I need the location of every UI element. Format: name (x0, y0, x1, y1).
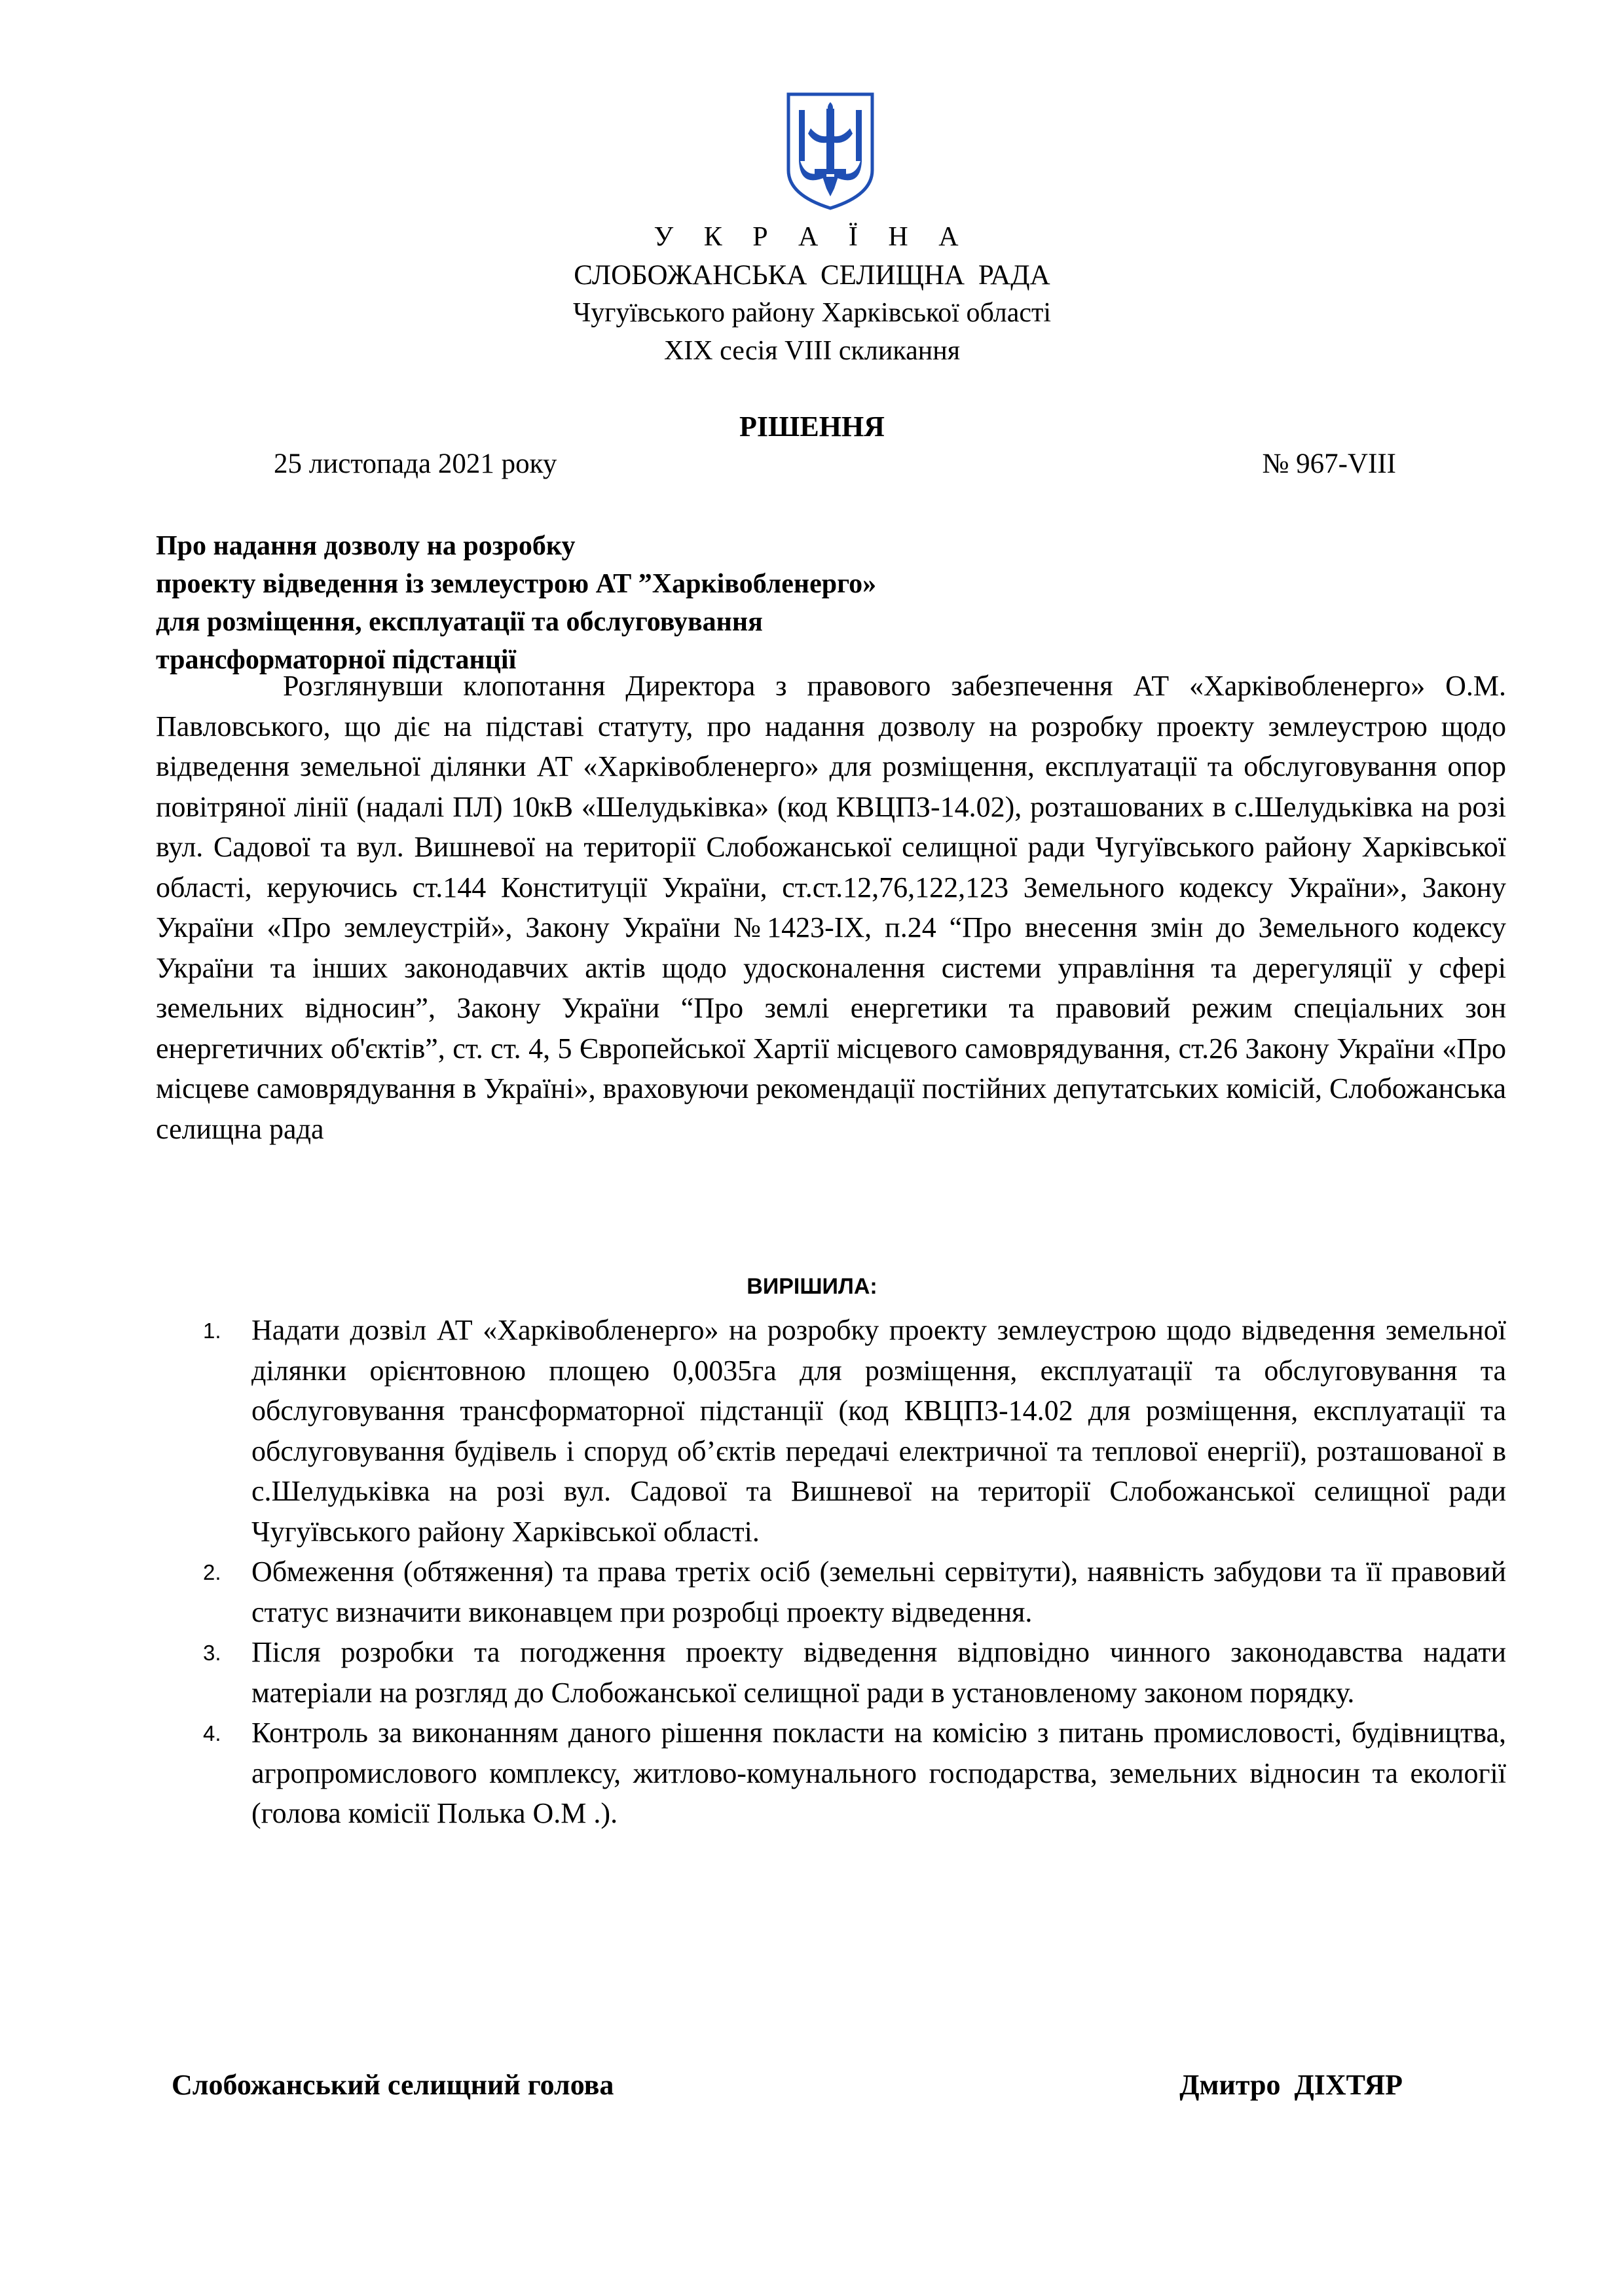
country-heading: У К Р А Ї Н А (654, 222, 970, 252)
district-heading: Чугуївського району Харківської області (572, 298, 1052, 328)
decision-subject (156, 527, 1269, 679)
decision-date: 25 листопада 2021 року (274, 448, 557, 479)
item-number: 3. (203, 1641, 221, 1665)
item-text: Надати дозвіл АТ «Харківобленерго» на розробку проекту землеустрою щодо відведення земельної ділянки орієнтовною площею 0,0035га для розміщення, експлуатації та обслуговування та обслуговування трансформаторної підстанції (код КВЦПЗ-14.02 для розміщення, експлуатації та обслуговування будівель і споруд об’єктів передачі електричної та теплової енергії), розташованої в с.Шелудьківка на розі вул. Садової та Вишневої на території Слобожанської селищної ради Чугуївського району Харківської області. (251, 1314, 1506, 1548)
signatory-title: Слобожанський селищний голова (172, 2069, 614, 2101)
item-number: 4. (203, 1721, 221, 1745)
resolved-heading: ВИРІШИЛА: (747, 1274, 877, 1299)
item-text: Контроль за виконанням даного рішення покласти на комісію з питань промисловості, будівництва, агропромислового комплексу, житлово-комунального господарства, земельних відносин та екології (голова комісії Полька О.М .). (251, 1717, 1506, 1829)
document-type-heading: РІШЕННЯ (739, 410, 885, 443)
decision-item (156, 1713, 1506, 1834)
item-number: 1. (203, 1319, 221, 1343)
preamble-paragraph: Розглянувши клопотання Директора з правового забезпечення АТ «Харківобленерго» О.М. Павловського, що діє на підставі статуту, про надання дозволу на розробку проекту землеустрою щодо відведення земельної ділянки АТ «Харківобленерго» для розміщення, експлуатації та обслуговування опор повітряної лінії (надалі ПЛ) 10кВ «Шелудьківка» (код КВЦПЗ-14.02), розташованих в с.Шелудьківка на розі вул. Садової та вул. Вишневої на території Слобожанської селищної ради Чугуївського району Харківської області, керуючись ст.144 Конституції України, ст.ст.12,76,122,123 Земельного кодексу України», Закону України «Про землеустрій», Закону України №1423-ІХ, п.24 “Про внесення змін до Земельного кодексу України та інших законодавчих актів щодо удосконалення системи управління та дерегуляції у сфері земельних відносин”, Закону України “Про землі енергетики та правовий режим спеціальних зон енергетичних об'єктів”, ст. ст. 4, 5 Європейської Хартії місцевого самоврядування, ст.26 Закону України «Про місцеве самоврядування в Україні», враховуючи рекомендації постійних депутатських комісій, Слобожанська селищна рада (156, 670, 1506, 1145)
decision-item (156, 1632, 1506, 1713)
decision-item (156, 1552, 1506, 1632)
subject-line: трансформаторної підстанції (156, 645, 517, 675)
item-text: Обмеження (обтяження) та права третіх осіб (земельні сервітути), наявність забудови та її правовий статус визначити виконавцем при розробці проекту відведення. (251, 1556, 1506, 1628)
item-text: Після розробки та погодження проекту відведення відповідно чинного законодавства надати матеріали на розгляд до Слобожанської селищної ради в установленому законом порядку. (251, 1636, 1506, 1709)
subject-line: для розміщення, експлуатації та обслуговування (156, 607, 763, 637)
session-heading: ХIХ сесія VIII скликання (663, 336, 961, 366)
decision-items-list (156, 1310, 1506, 1834)
decision-number: № 967-VIII (1262, 448, 1396, 479)
coat-of-arms-trident-icon (784, 90, 876, 211)
subject-line: проекту відведення із землеустрою АТ ”Харківобленерго» (156, 569, 877, 599)
signatory-name: Дмитро ДІХТЯР (1179, 2069, 1403, 2101)
item-number: 2. (203, 1560, 221, 1584)
subject-line: Про надання дозволу на розробку (156, 531, 576, 561)
council-heading: СЛОБОЖАНСЬКА СЕЛИЩНА РАДА (574, 260, 1050, 291)
decision-item (156, 1310, 1506, 1552)
